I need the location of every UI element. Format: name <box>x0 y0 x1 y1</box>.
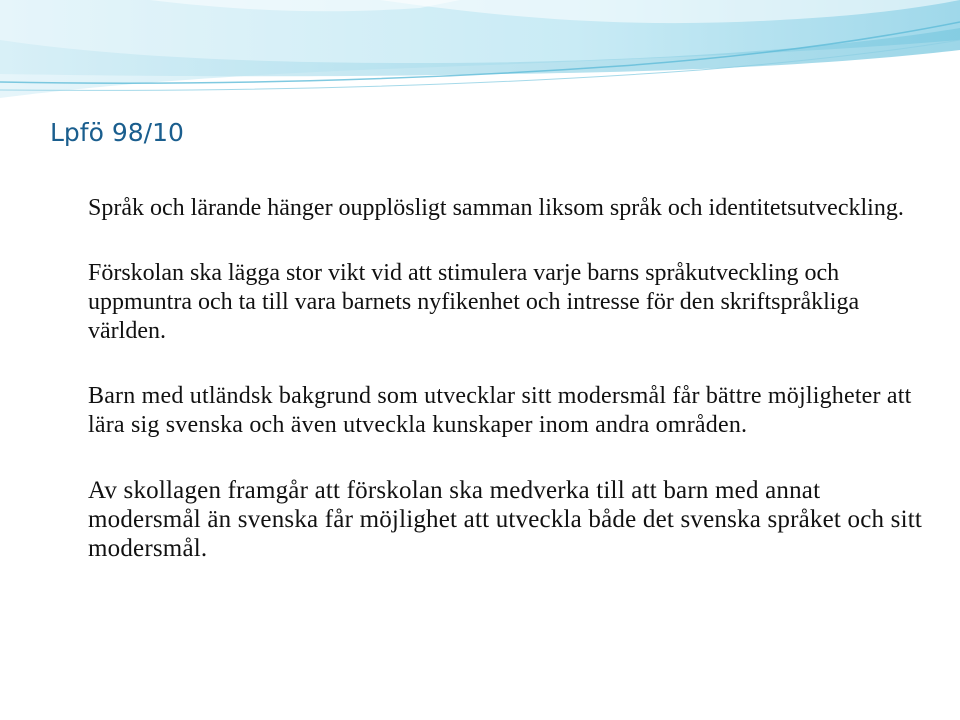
paragraph-language-development: Förskolan ska lägga stor vikt vid att stimulera varje barns språkutveckling och uppmuntra och ta till vara barnets nyfikenhet och intresse för den skriftspråkliga världen. <box>88 260 860 344</box>
decorative-wave-header <box>0 0 960 110</box>
slide-body <box>88 194 928 563</box>
slide-title: Lpfö 98/10 <box>50 118 184 147</box>
paragraph-school-law: Av skollagen framgår att förskolan ska medverka till att barn med annat modersmål än svenska får möjlighet att utveckla både det svenska språket och sitt modersmål. <box>88 477 923 562</box>
paragraph-foreign-background: Barn med utländsk bakgrund som utvecklar sitt modersmål får bättre möjligheter att lära sig svenska och även utveckla kunskaper inom andra områden. <box>88 383 912 438</box>
paragraph-language-learning: Språk och lärande hänger oupplösligt samman liksom språk och identitetsutveckling. <box>88 195 904 221</box>
